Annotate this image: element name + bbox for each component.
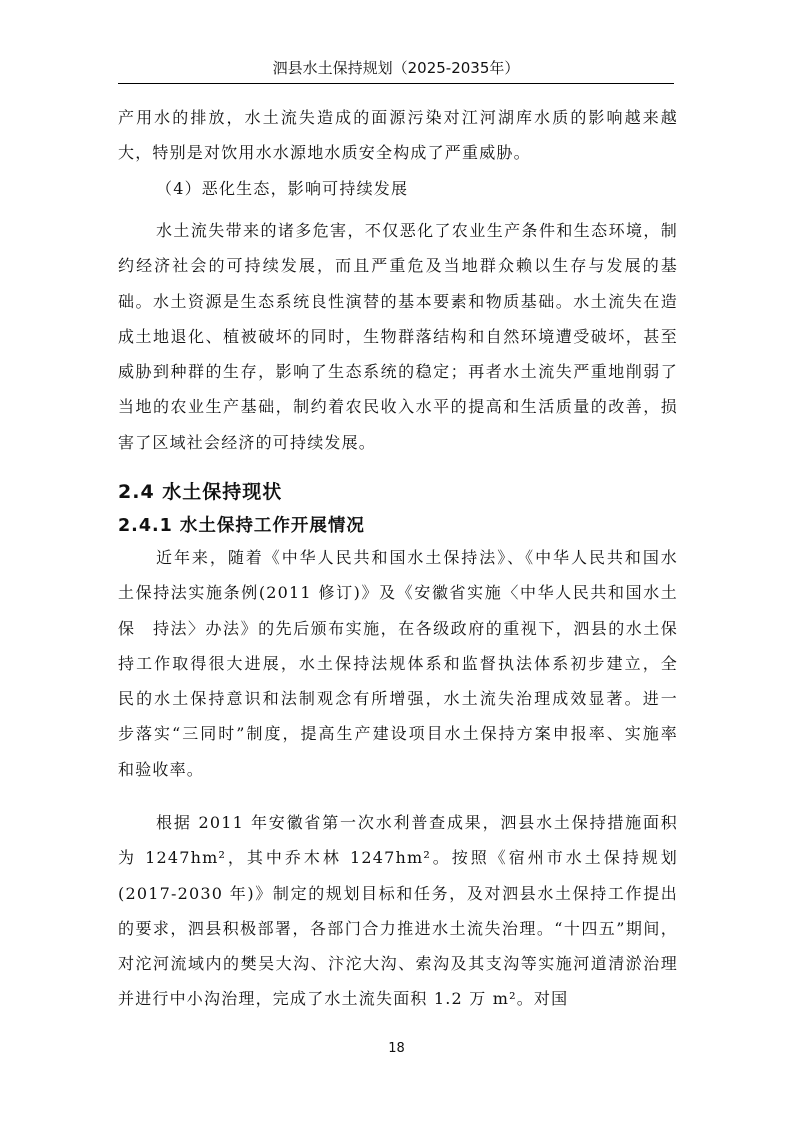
subsection-heading: 2.4.1 水土保持工作开展情况 [118, 516, 365, 536]
paragraph-census [118, 805, 678, 1017]
item-heading-4 [118, 171, 678, 206]
header-divider [118, 83, 674, 84]
page-number: 18 [388, 1041, 405, 1056]
paragraph-text: 水土流失带来的诸多危害，不仅恶化了农业生产条件和生态环境，制约经济社会的可持续发展，而且严重危及当地群众赖以生存与发展的基础。水土资源是生态系统良性演替的基本要素和物质基础。水土流失在造成土地退化、植被破坏的同时，生物群落结构和自然环境遭受破坏，甚至威胁到种群的生存，影响了生态系统的稳定；再者水土流失严重地削弱了当地的农业生产基础，制约着农民收入水平的提高和生活质量的改善，损害了区域社会经济的可持续发展。 [118, 221, 678, 452]
paragraph-text: 产用水的排放，水土流失造成的面源污染对江河湖库水质的影响越来越大，特别是对饮用水水源地水质安全构成了严重威胁。 [118, 108, 678, 163]
section-heading: 2.4 水土保持现状 [118, 481, 283, 503]
paragraph-text: 根据 2011 年安徽省第一次水利普查成果，泗县水土保持措施面积为 1247hm²，其中乔木林 1247hm²。按照《宿州市水土保持规划(2017-2030 年)》制定的规划目标和任务，及对泗县水土保持工作提出的要求，泗县积极部署，各部门合力推进水土流失治理。“十四五”期间，对沱河流域内的樊吴大沟、汴沱大沟、索沟及其支沟等实施河道清淤治理并进行中小沟治理，完成了水土流失面积 1.2 万 m²。对国 [118, 813, 678, 1009]
paragraph-ecology [118, 213, 678, 460]
paragraph-continued [118, 100, 678, 171]
item-heading-text: （4）恶化生态，影响可持续发展 [156, 179, 409, 198]
page-header-title: 泗县水土保持规划（2025-2035年） [272, 59, 520, 77]
paragraph-laws [118, 540, 696, 787]
paragraph-text: 近年来，随着《中华人民共和国水土保持法》、《中华人民共和国水 土保持法实施条例(2011 修订)》及《安徽省实施〈中华人民共和国水土保 持法〉办法》的先后颁布实施，在各级政府的重视下，泗县的水土保 持工作取得很大进展，水土保持法规体系和监督执法体系初步建立，全 民的水土保持意识和法制观念有所增强，水土流失治理成效显著。进一 步落实“三同时”制度，提高生产建设项目水土保持方案申报率、实施率 和验收率。 [118, 548, 696, 779]
